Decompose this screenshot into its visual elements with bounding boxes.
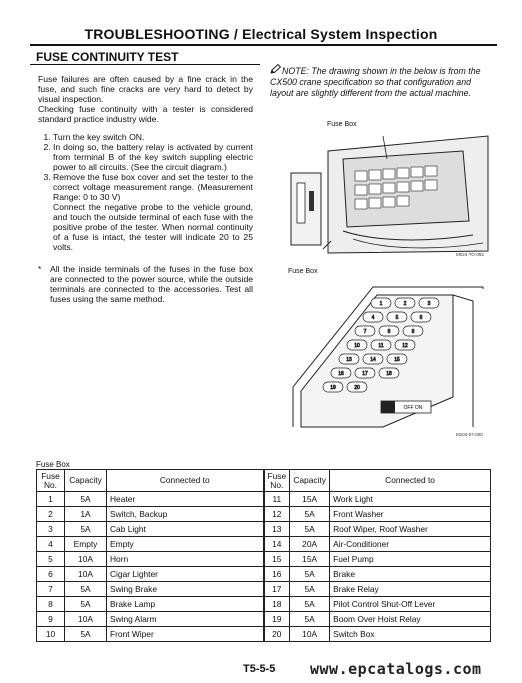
header-capacity: Capacity [290, 470, 330, 492]
connected-cell: Cigar Lighter [107, 567, 264, 582]
connected-cell: Boom Over Hoist Relay [330, 612, 491, 627]
connected-cell: Fuel Pump [330, 552, 491, 567]
capacity-cell: 5A [290, 612, 330, 627]
connected-cell: Brake Relay [330, 582, 491, 597]
note-label: NOTE: [282, 66, 309, 76]
fuse-box-location-figure [283, 131, 491, 257]
fuse-no-cell: 19 [264, 612, 290, 627]
fuse-no-cell: 6 [37, 567, 65, 582]
page-header-title: TROUBLESHOOTING / Electrical System Inspection [84, 26, 438, 42]
connected-cell: Cab Light [107, 522, 264, 537]
capacity-cell: 5A [290, 522, 330, 537]
fuse-no-cell: 8 [37, 597, 65, 612]
fuse-no-cell: 11 [264, 492, 290, 507]
table-header-row [37, 470, 491, 492]
fig2-label: Fuse Box [288, 268, 318, 275]
svg-text:16: 16 [338, 371, 344, 377]
cover-switch-text: OFF ON [403, 405, 423, 411]
intro-paragraph-1: Fuse failures are often caused by a fine crack in the fuse, and such fine cracks are very hard to detect by visual inspection. [38, 74, 253, 104]
capacity-cell: 10A [65, 612, 107, 627]
capacity-cell: 5A [65, 522, 107, 537]
table-row [37, 612, 491, 627]
step-2: 2. In doing so, the battery relay is activated by current from terminal B of the key switch suppling electric power to all circuits. (See the circuit diagram.) [53, 142, 253, 172]
svg-text:10: 10 [354, 343, 360, 349]
fuse-no-cell: 4 [37, 537, 65, 552]
svg-text:12: 12 [402, 343, 408, 349]
step-3-continued: Connect the negative probe to the vehicle ground, and touch the outside terminal of each fuse with the positive probe of the tester. When normal continuity of a fuse is intact, the tester will indicate 20 to 25 volts. [53, 202, 253, 252]
section-rule [30, 64, 260, 65]
page-number: T5-5-5 [243, 663, 276, 675]
connected-cell: Heater [107, 492, 264, 507]
svg-text:14: 14 [370, 357, 376, 363]
connected-cell: Swing Alarm [107, 612, 264, 627]
fuse-no-cell: 15 [264, 552, 290, 567]
intro-paragraph-2: Checking fuse continuity with a tester is considered standard practice industry wide. [38, 104, 253, 124]
capacity-cell: 1A [65, 507, 107, 522]
connected-cell: Brake [330, 567, 491, 582]
header-fuse-no: Fuse No. [264, 470, 290, 492]
table-row [37, 537, 491, 552]
table-row [37, 627, 491, 642]
fuse-no-cell: 18 [264, 597, 290, 612]
svg-text:18: 18 [386, 371, 392, 377]
svg-text:1: 1 [379, 301, 383, 307]
svg-text:13: 13 [346, 357, 352, 363]
connected-cell: Empty [107, 537, 264, 552]
section-title: FUSE CONTINUITY TEST [36, 50, 179, 64]
note-block [270, 64, 490, 99]
svg-text:6: 6 [419, 315, 423, 321]
svg-text:20: 20 [354, 385, 360, 391]
connected-cell: Work Light [330, 492, 491, 507]
watermark: www.epcatalogs.com [310, 660, 482, 678]
svg-text:4: 4 [371, 315, 375, 321]
connected-cell: Roof Wiper, Roof Washer [330, 522, 491, 537]
fuse-no-cell: 14 [264, 537, 290, 552]
fuse-no-cell: 9 [37, 612, 65, 627]
table-row [37, 582, 491, 597]
fuse-no-cell: 5 [37, 552, 65, 567]
fig1-label: Fuse Box [327, 121, 357, 128]
capacity-cell: 5A [290, 582, 330, 597]
connected-cell: Pilot Control Shut-Off Lever [330, 597, 491, 612]
header-connected-to: Connected to [330, 470, 491, 492]
steps-list [38, 132, 253, 252]
capacity-cell: 5A [290, 507, 330, 522]
table-row [37, 597, 491, 612]
capacity-cell: 10A [65, 567, 107, 582]
fuse-no-cell: 1 [37, 492, 65, 507]
svg-text:3: 3 [427, 301, 431, 307]
header-capacity: Capacity [65, 470, 107, 492]
svg-text:15: 15 [394, 357, 400, 363]
capacity-cell: 5A [65, 627, 107, 642]
table-row [37, 507, 491, 522]
header-fuse-no: Fuse No. [37, 470, 65, 492]
step-3-text: Remove the fuse box cover and set the tester to the correct voltage measurement range. (Measurement Range: 0 to 30 V) [53, 172, 253, 202]
capacity-cell: 20A [290, 537, 330, 552]
capacity-cell: 5A [290, 597, 330, 612]
connected-cell: Switch Box [330, 627, 491, 642]
step-3 [53, 172, 253, 252]
asterisk-note-text: All the inside terminals of the fuses in the fuse box are connected to the power source, while the outside terminals are connected to the accessories. Test all fuses using the same method. [50, 264, 253, 304]
capacity-cell: 15A [290, 552, 330, 567]
svg-text:2: 2 [403, 301, 407, 307]
note-text: The drawing shown in the below is from the CX500 crane specification so that configuration and layout are slightly different from the actual machine. [270, 66, 481, 98]
instructions-column [38, 74, 253, 304]
capacity-cell: 10A [290, 627, 330, 642]
fuse-no-cell: 17 [264, 582, 290, 597]
table-caption: Fuse Box [36, 460, 70, 469]
connected-cell: Swing Brake [107, 582, 264, 597]
asterisk-symbol: * [38, 264, 42, 274]
connected-cell: Air-Conditioner [330, 537, 491, 552]
svg-text:11: 11 [378, 343, 384, 349]
fuse-no-cell: 3 [37, 522, 65, 537]
capacity-cell: 5A [65, 582, 107, 597]
fuse-no-cell: 20 [264, 627, 290, 642]
table-row [37, 552, 491, 567]
fuse-no-cell: 13 [264, 522, 290, 537]
fig2-code: M104-07-000 [456, 432, 483, 437]
connected-cell: Front Wiper [107, 627, 264, 642]
connected-cell: Front Washer [330, 507, 491, 522]
svg-text:9: 9 [411, 329, 415, 335]
step-1: 1. Turn the key switch ON. [53, 132, 253, 142]
svg-text:7: 7 [363, 329, 367, 335]
capacity-cell: 15A [290, 492, 330, 507]
pen-icon [270, 64, 282, 77]
header-rule [30, 44, 497, 46]
table-row [37, 567, 491, 582]
fuse-table [36, 469, 491, 642]
capacity-cell: 5A [65, 597, 107, 612]
connected-cell: Brake Lamp [107, 597, 264, 612]
fuse-no-cell: 2 [37, 507, 65, 522]
connected-cell: Switch, Backup [107, 507, 264, 522]
fuse-no-cell: 7 [37, 582, 65, 597]
fuse-no-cell: 16 [264, 567, 290, 582]
capacity-cell: 10A [65, 552, 107, 567]
fig1-code: M024-TO-092 [456, 252, 484, 257]
svg-text:19: 19 [330, 385, 336, 391]
svg-text:17: 17 [362, 371, 368, 377]
capacity-cell: 5A [290, 567, 330, 582]
header-connected-to: Connected to [107, 470, 264, 492]
connected-cell: Horn [107, 552, 264, 567]
svg-text:5: 5 [395, 315, 399, 321]
table-row [37, 522, 491, 537]
fuse-no-cell: 10 [37, 627, 65, 642]
asterisk-note [38, 264, 253, 304]
capacity-cell: Empty [65, 537, 107, 552]
fuse-box-layout-figure [283, 277, 491, 437]
fuse-no-cell: 12 [264, 507, 290, 522]
capacity-cell: 5A [65, 492, 107, 507]
table-row [37, 492, 491, 507]
svg-text:8: 8 [387, 329, 391, 335]
